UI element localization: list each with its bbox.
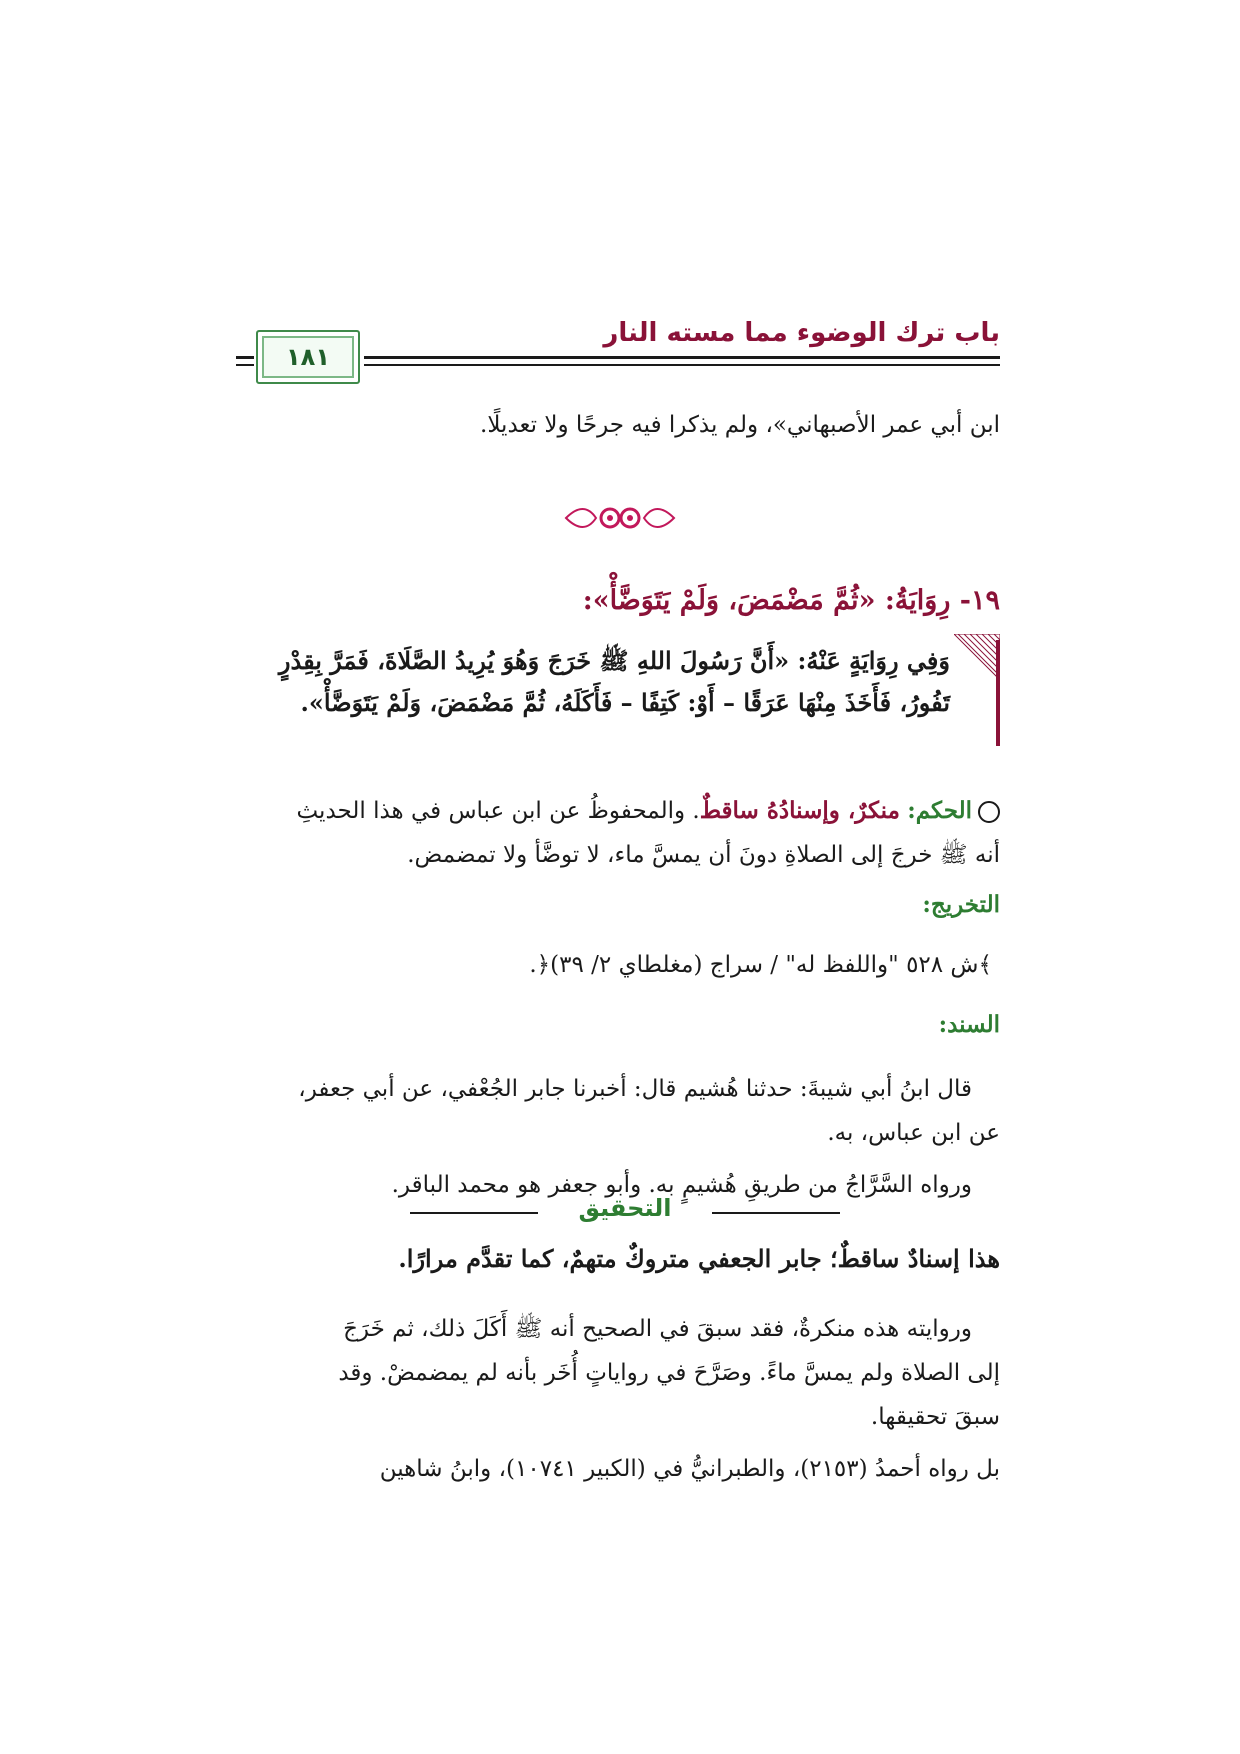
page-number-frame [256, 330, 360, 384]
tahqiq-para2-line-2: إلى الصلاة ولم يمسَّ ماءً. وصَرَّحَ في رواياتٍ أُخَر بأنه لم يمضمضْ. وقد [338, 1360, 1000, 1386]
hadith-line-2: تَفُورُ، فَأَخَذَ مِنْهَا عَرَقًا – أَوْ: كَتِفًا – فَأَكَلَهُ، ثُمَّ مَضْمَضَ، وَلَمْ يَتَوَضَّأْ». [300, 688, 950, 717]
sanad-line-3: ورواه السَّرَّاجُ من طريقِ هُشيمٍ به. وأبو جعفر هو محمد الباقر. [391, 1172, 972, 1198]
header-rule-left-stub-thin [236, 364, 254, 366]
tahqiq-last-line: بل رواه أحمدُ (٢١٥٣)، والطبرانيُّ في (الكبير ١٠٧٤١)، وابنُ شاهين [379, 1456, 1000, 1482]
page-number: ١٨١ [286, 343, 330, 371]
ruling-line-2: أنه ﷺ خرجَ إلى الصلاةِ دونَ أن يمسَّ ماء، لا توضَّأ ولا تمضمض. [407, 842, 1000, 868]
tahqiq-divider-right [712, 1212, 840, 1214]
takhrij-text: ﴾ش ٥٢٨ "واللفظ له" / سراج (مغلطاي ٢/ ٣٩)﴿. [529, 952, 992, 978]
chapter-title: باب ترك الوضوء مما مسته النار [603, 318, 1000, 348]
takhrij-label: التخريج: [922, 891, 1000, 918]
header-rule-bottom [364, 364, 1000, 366]
header-rule-left-stub [236, 356, 254, 359]
ruling-rest: . والمحفوظُ عن ابن عباس في هذا الحديثِ [296, 798, 700, 824]
tahqiq-para2-line-3: سبقَ تحقيقها. [870, 1404, 1000, 1430]
tahqiq-divider-left [410, 1212, 538, 1214]
tahqiq-title: التحقيق [578, 1194, 672, 1222]
header-rule-top [364, 356, 1000, 359]
ruling-paragraph [240, 790, 1000, 832]
section-heading: ١٩- رِوَايَةُ: «ثُمَّ مَضْمَضَ، وَلَمْ يَتَوَضَّأْ»: [582, 585, 1000, 616]
intro-paragraph: ابن أبي عمر الأصبهاني»، ولم يذكرا فيه جرحًا ولا تعديلًا. [480, 412, 1000, 438]
sanad-line-2: عن ابن عباس، به. [827, 1120, 1000, 1146]
seal-icon [978, 801, 1000, 823]
tahqiq-para2-line-1: وروايته هذه منكرةٌ، فقد سبقَ في الصحيح أنه ﷺ أَكَلَ ذلك، ثم خَرَجَ [343, 1316, 972, 1342]
sanad-label: السند: [938, 1011, 1000, 1038]
tahqiq-line-1: هذا إسنادٌ ساقطٌ؛ جابر الجعفي متروكٌ متهمٌ، كما تقدَّم مرارًا. [398, 1244, 1000, 1273]
ruling-verdict: منكرٌ، وإسنادُهُ ساقطٌ [699, 797, 900, 824]
sanad-line-1: قال ابنُ أبي شيبةَ: حدثنا هُشيم قال: أخبرنا جابر الجُعْفي، عن أبي جعفر، [298, 1076, 972, 1102]
corner-hatch-icon [954, 634, 1000, 680]
hadith-line-1: وَفِي رِوَايَةٍ عَنْهُ: «أَنَّ رَسُولَ اللهِ ﷺ خَرَجَ وَهُوَ يُرِيدُ الصَّلَاةَ، فَمَرَّ بِقِدْرٍ [278, 646, 950, 675]
floral-ornament-icon [560, 500, 680, 536]
ruling-label: الحكم: [907, 797, 972, 824]
hadith-quote-box [240, 640, 1000, 746]
